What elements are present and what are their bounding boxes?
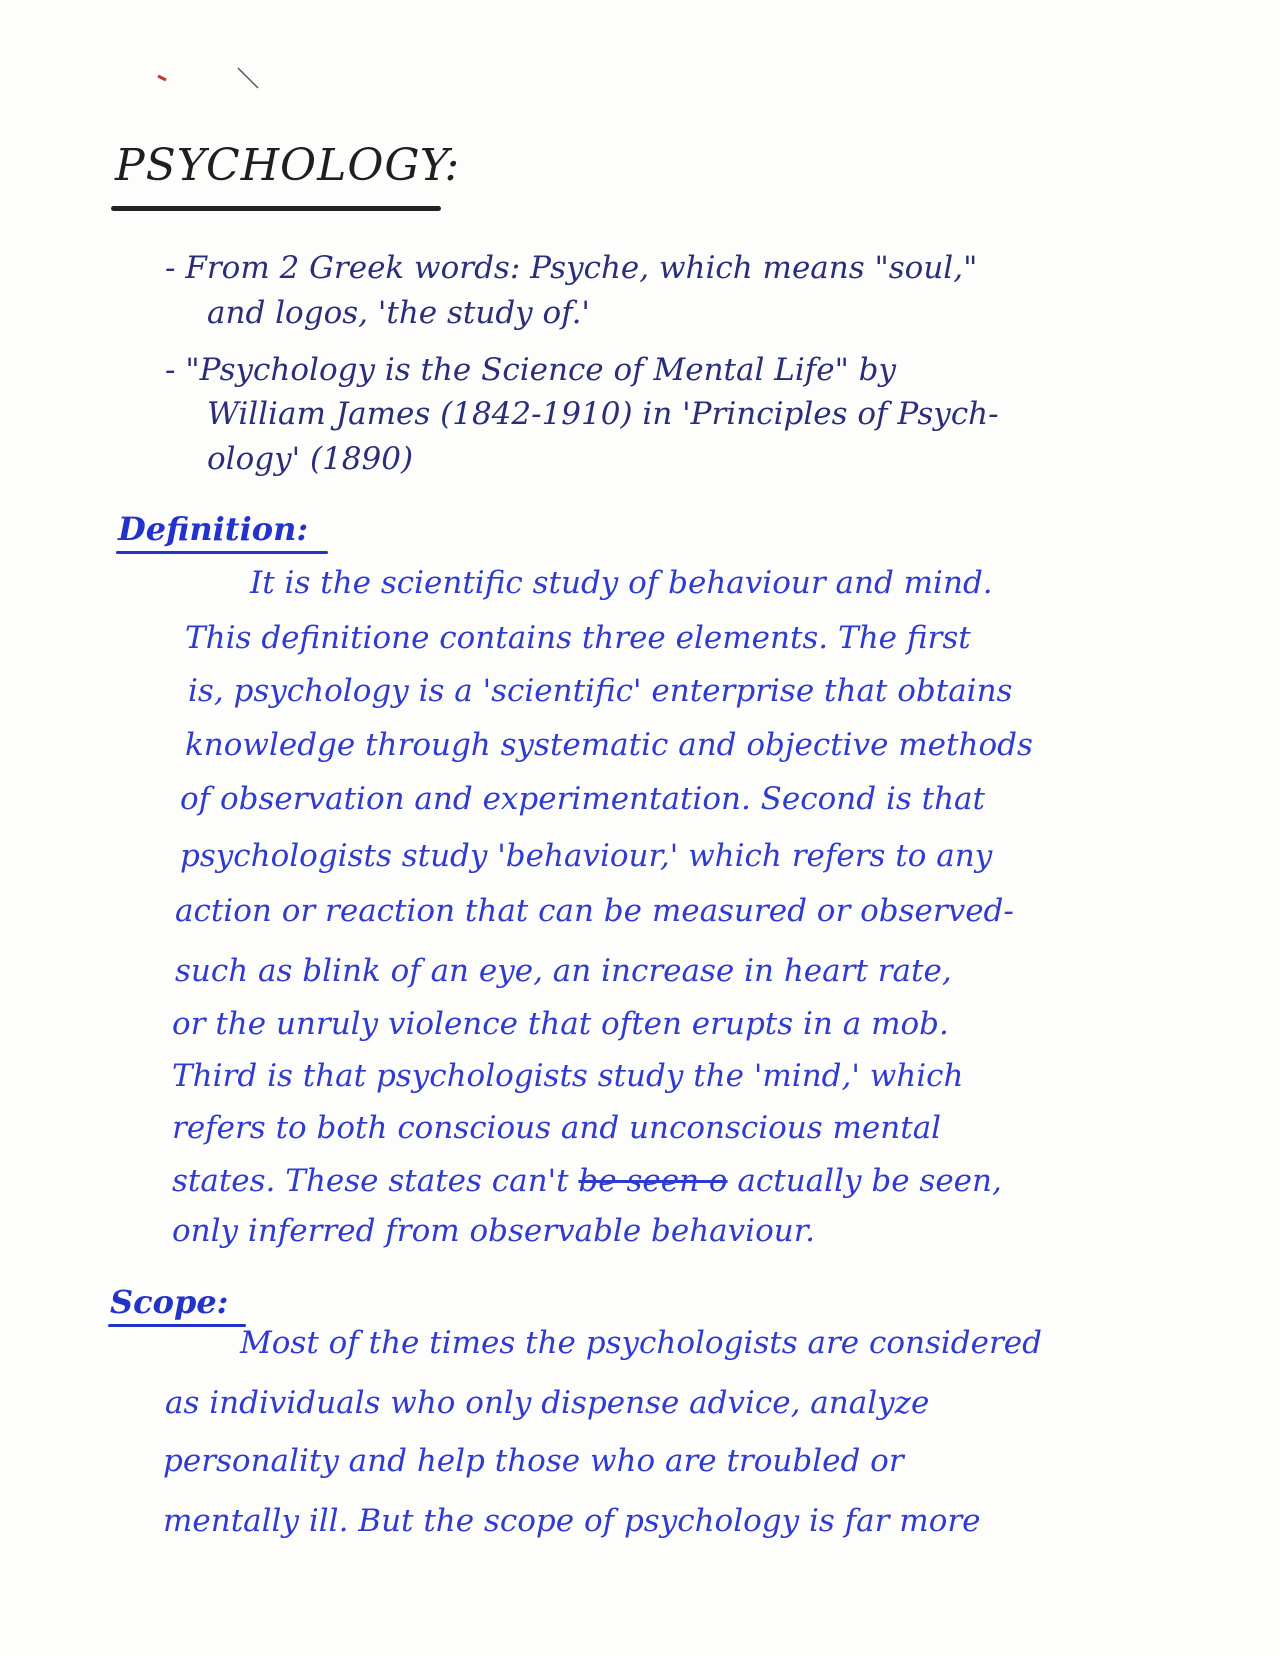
definition-heading: [118, 510, 308, 548]
definition-line: action or reaction that can be measured or observed-: [175, 893, 1014, 929]
definition-line: is, psychology is a 'scientific' enterprise that obtains: [188, 673, 1013, 709]
definition-line: It is the scientific study of behaviour and mind.: [250, 565, 993, 601]
struck-out-words: be seen o: [578, 1163, 728, 1199]
intro-line: - From 2 Greek words: Psyche, which means "soul,": [165, 250, 978, 286]
scope-line: as individuals who only dispense advice, analyze: [165, 1385, 930, 1421]
scope-heading-underline: [108, 1324, 246, 1327]
scope-line: Most of the times the psychologists are considered: [240, 1325, 1042, 1361]
scope-line: mentally ill. But the scope of psychology is far more: [163, 1503, 981, 1539]
scope-line: personality and help those who are troubled or: [163, 1443, 904, 1479]
definition-line: of observation and experimentation. Second is that: [180, 781, 985, 817]
intro-line: ology' (1890): [207, 441, 414, 477]
definition-heading-underline: [116, 551, 328, 554]
intro-line: and logos, 'the study of.': [207, 295, 590, 331]
intro-line: - "Psychology is the Science of Mental Life" by: [165, 352, 897, 388]
scope-heading-text: Scope:: [110, 1283, 229, 1321]
definition-line: Third is that psychologists study the 'mind,' which: [172, 1058, 964, 1094]
title-text: PSYCHOLOGY:: [115, 140, 461, 191]
title-underline: [111, 206, 441, 211]
page-title: [115, 140, 460, 191]
definition-line: such as blink of an eye, an increase in heart rate,: [175, 953, 952, 989]
definition-line: knowledge through systematic and objective methods: [185, 727, 1033, 763]
pen-mark-doodle: [150, 62, 280, 102]
definition-line: psychologists study 'behaviour,' which refers to any: [180, 838, 993, 874]
definition-heading-text: Definition:: [118, 510, 309, 548]
intro-line: William James (1842-1910) in 'Principles of Psych-: [207, 396, 999, 432]
definition-line: refers to both conscious and unconscious mental: [172, 1110, 942, 1146]
definition-line: only inferred from observable behaviour.: [172, 1213, 815, 1249]
definition-line-end: actually be seen,: [727, 1163, 1002, 1199]
scope-heading: [110, 1283, 228, 1321]
definition-line-with-strike: [172, 1163, 1002, 1199]
definition-line: This definitione contains three elements. The first: [185, 620, 971, 656]
definition-line: or the unruly violence that often erupts in a mob.: [172, 1006, 949, 1042]
definition-line-start: states. These states can't: [172, 1163, 579, 1199]
